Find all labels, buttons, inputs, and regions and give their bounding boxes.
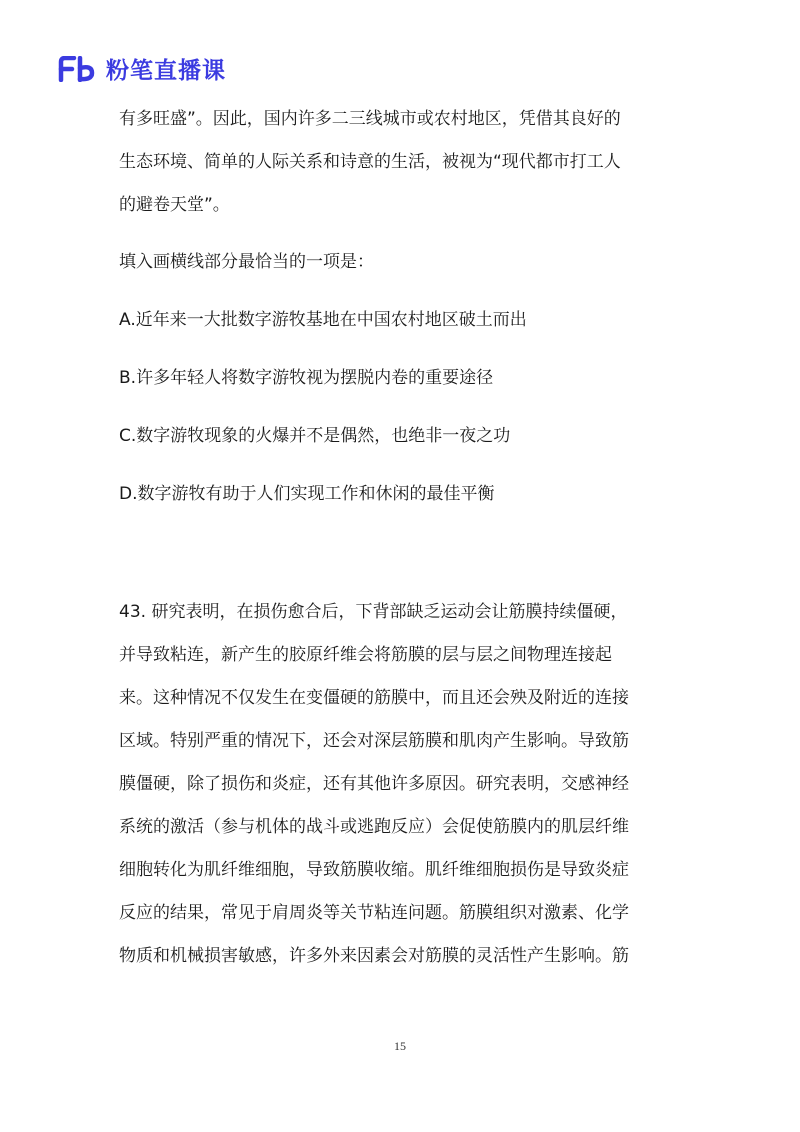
text-line: 43. 研究表明，在损伤愈合后，下背部缺乏运动会让筋膜持续僵硬，: [119, 602, 628, 622]
text-line: 细胞转化为肌纤维细胞，导致筋膜收缩。肌纤维细胞损伤是导致炎症: [119, 860, 629, 880]
text-line: 来。这种情况不仅发生在变僵硬的筋膜中，而且还会殃及附近的连接: [119, 688, 629, 708]
option-d: D.数字游牧有助于人们实现工作和休闲的最佳平衡: [119, 484, 495, 504]
text-line: 生态环境、简单的人际关系和诗意的生活，被视为“现代都市打工人: [119, 152, 621, 172]
text-line: 膜僵硬，除了损伤和炎症，还有其他许多原因。研究表明，交感神经: [119, 774, 629, 794]
text-line: 反应的结果，常见于肩周炎等关节粘连问题。筋膜组织对激素、化学: [119, 903, 629, 923]
document-body: [119, 104, 699, 971]
fenbi-logo-icon: [58, 56, 98, 82]
text-line: 有多旺盛”。因此，国内许多二三线城市或农村地区，凭借其良好的: [119, 109, 621, 129]
brand-name: 粉笔直播课: [106, 58, 226, 84]
text-line: 并导致粘连，新产生的胶原纤维会将筋膜的层与层之间物理连接起: [119, 645, 612, 665]
text-line: 区域。特别严重的情况下，还会对深层筋膜和肌肉产生影响。导致筋: [119, 731, 629, 751]
option-b: B.许多年轻人将数字游牧视为摆脱内卷的重要途径: [119, 368, 494, 388]
text-line: 物质和机械损害敏感，许多外来因素会对筋膜的灵活性产生影响。筋: [119, 946, 629, 966]
option-a: A.近年来一大批数字游牧基地在中国农村地区破土而出: [119, 310, 527, 330]
page-number: 15: [394, 1039, 406, 1053]
question-43-passage: [119, 597, 699, 971]
text-line: 系统的激活（参与机体的战斗或逃跑反应）会促使筋膜内的肌层纤维: [119, 817, 629, 837]
passage-continuation: [119, 104, 699, 220]
text-line: 的避卷天堂”。: [119, 195, 230, 215]
option-c: C.数字游牧现象的火爆并不是偶然，也绝非一夜之功: [119, 426, 511, 446]
question-prompt: 填入画横线部分最恰当的一项是：: [119, 252, 374, 272]
header: [58, 52, 226, 85]
